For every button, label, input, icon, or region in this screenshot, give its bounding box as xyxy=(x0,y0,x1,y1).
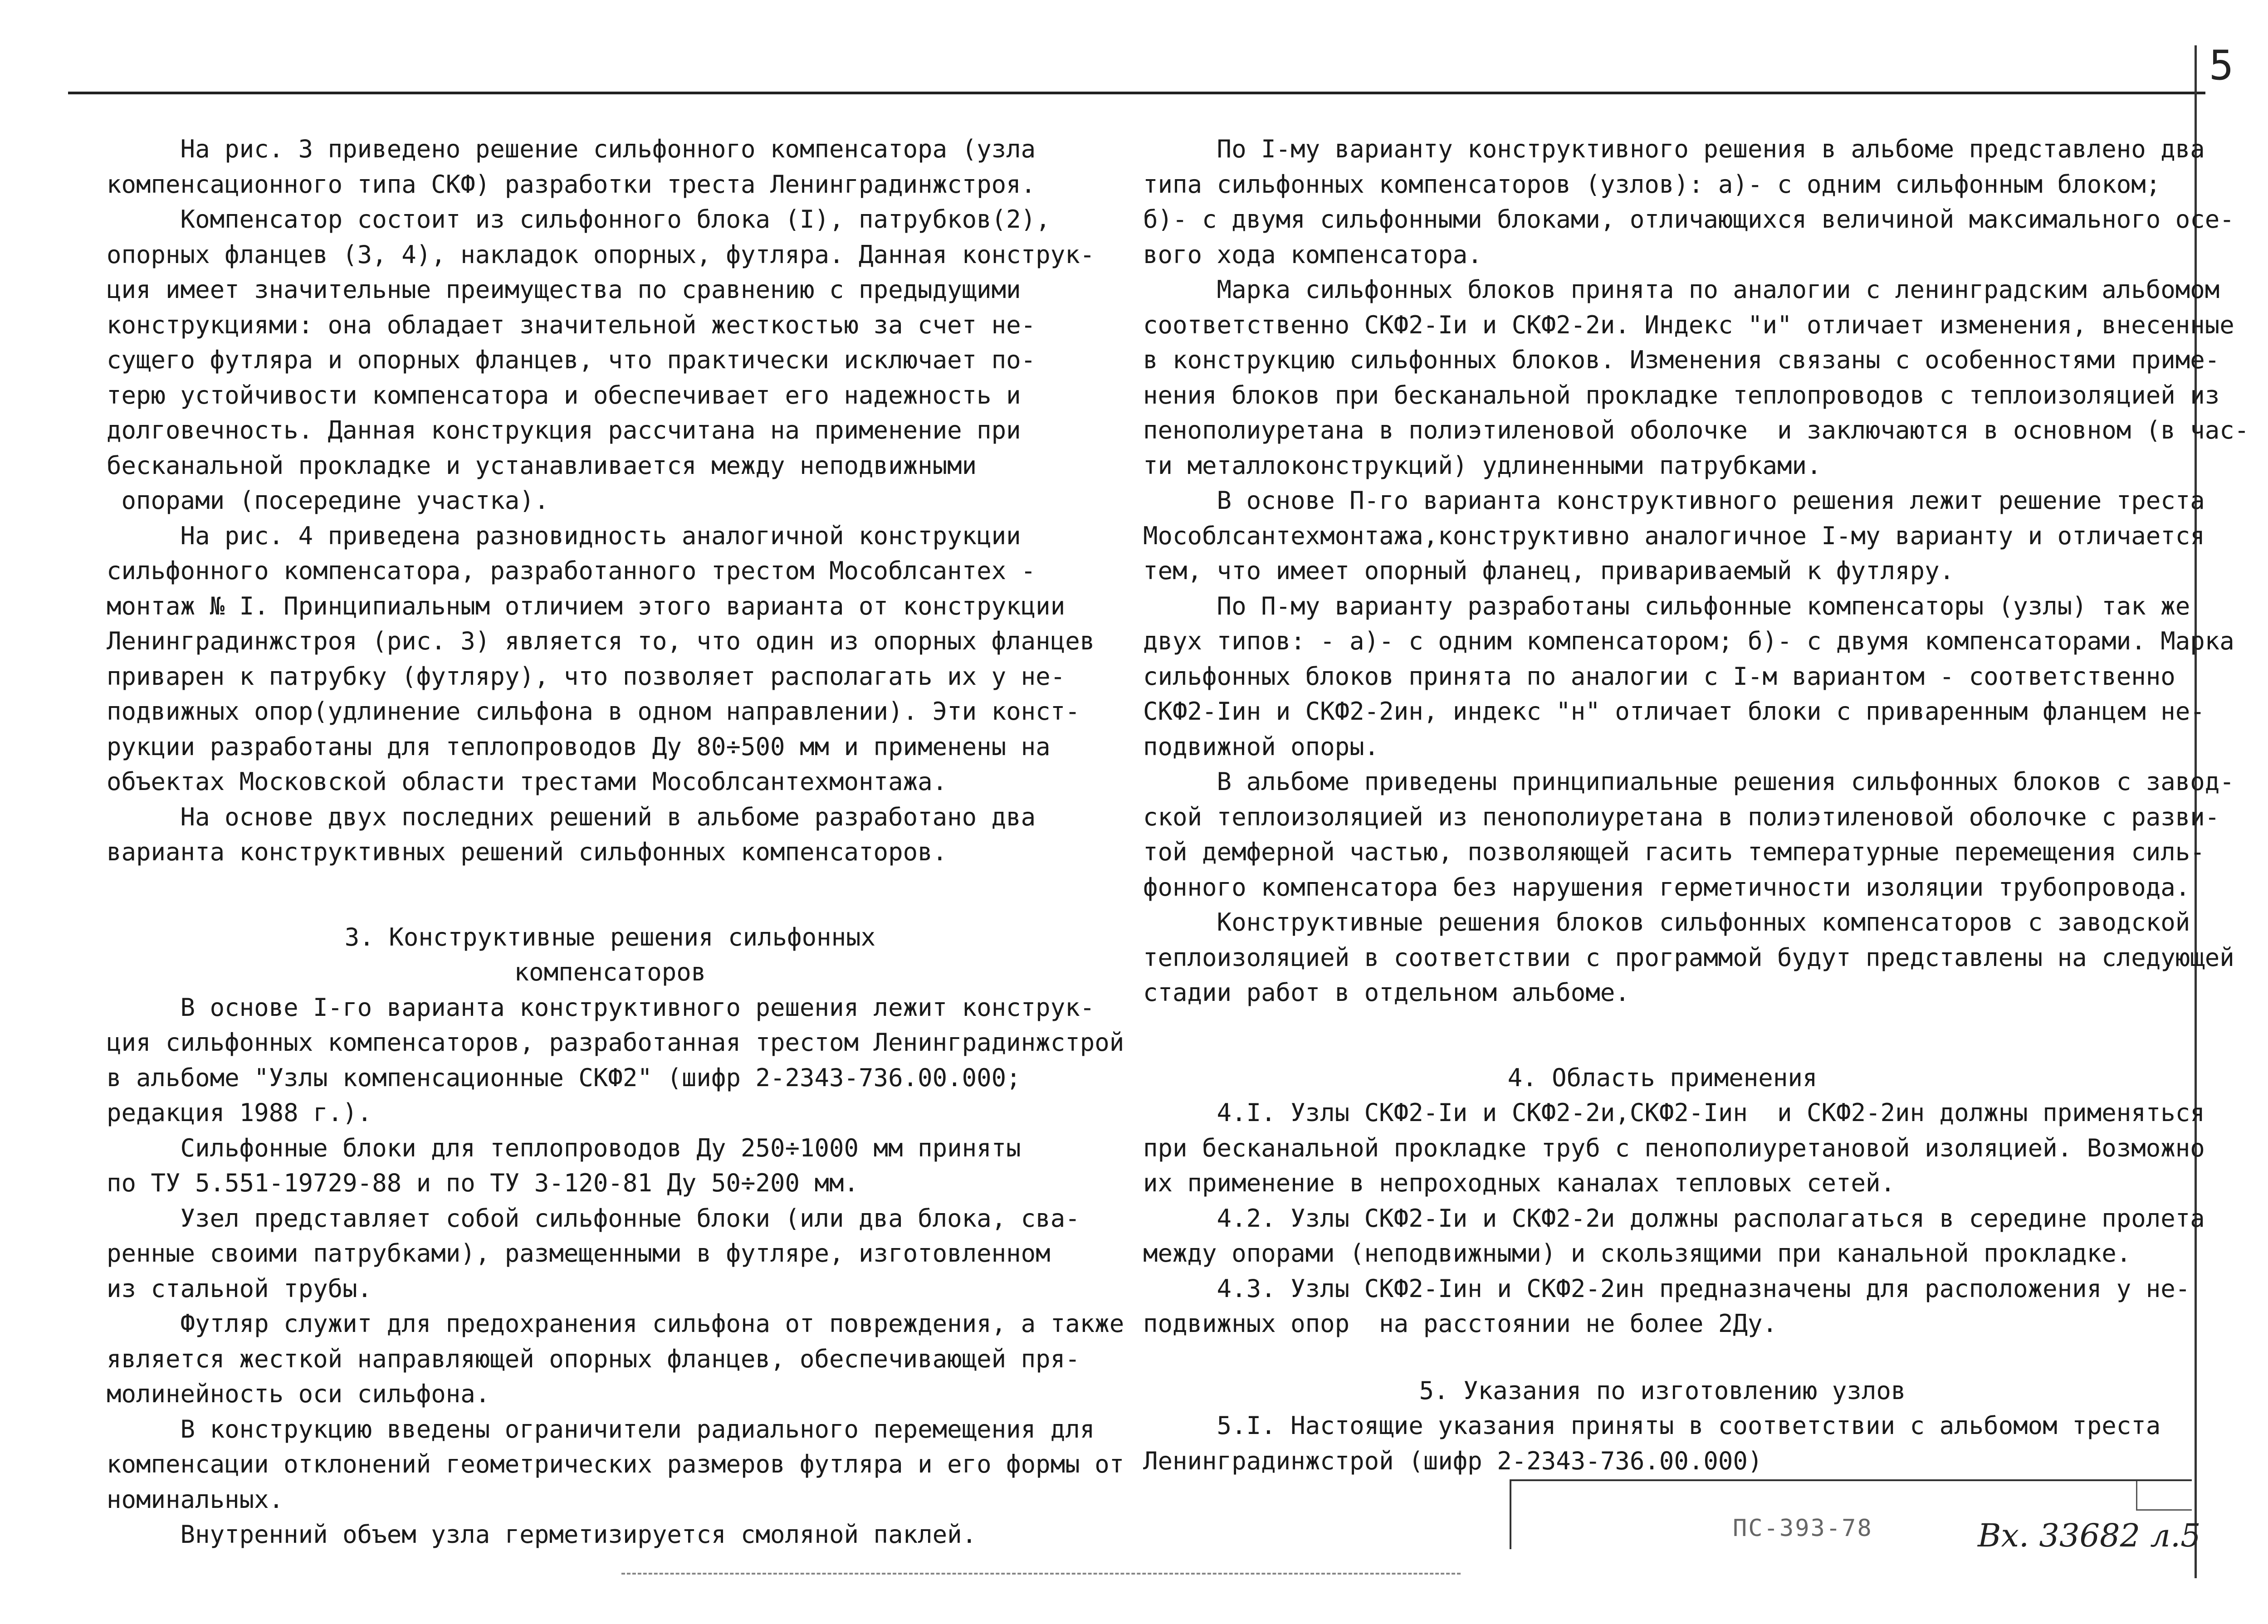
text-line: Мособлсантехмонтажа,конструктивно аналогичное I-му варианту и отличается xyxy=(1143,521,2205,550)
text-line: подвижных опор(удлинение сильфона в одном направлении). Эти конст- xyxy=(107,697,1080,726)
bottom-dashed-rule xyxy=(621,1573,1461,1575)
text-line: Внутренний объем узла герметизируется смоляной паклей. xyxy=(107,1520,977,1549)
title-block-cell xyxy=(2136,1481,2192,1511)
text-line: СКФ2-Iин и СКФ2-2ин, индекс "н" отличает блоки с приваренным фланцем не- xyxy=(1143,697,2205,726)
text-line: По П-му варианту разработаны сильфонные компенсаторы (узлы) так же xyxy=(1143,591,2190,620)
text-line: По I-му варианту конструктивного решения в альбоме представлено два xyxy=(1143,135,2205,163)
page-number: 5 xyxy=(2209,42,2234,89)
text-line: На рис. 3 приведено решение сильфонного компенсатора (узла xyxy=(107,135,1036,163)
text-line: Узел представляет собой сильфонные блоки (или два блока, сва- xyxy=(107,1204,1080,1233)
text-line: в альбоме "Узлы компенсационные СКФ2" (шифр 2-2343-736.00.000; xyxy=(107,1063,1021,1092)
text-line: сильфонного компенсатора, разработанного трестом Мособлсантех - xyxy=(107,556,1036,585)
handwritten-archive-number: Вх. 33682 л.5 xyxy=(1978,1517,2201,1554)
text-line: теплоизоляцией в соответствии с программой будут представлены на следующей xyxy=(1143,943,2234,972)
text-line: опорных фланцев (3, 4), накладок опорных, футляра. Данная конструк- xyxy=(107,240,1095,269)
text-line: их применение в непроходных каналах тепловых сетей. xyxy=(1143,1169,1896,1197)
text-line: Компенсатор состоит из сильфонного блока (I), патрубков(2), xyxy=(107,205,1051,234)
section-spacer xyxy=(107,870,1114,920)
section-heading: 4. Область применения xyxy=(1507,1063,1818,1092)
text-line: Ленинградинжстрой (шифр 2-2343-736.00.000) xyxy=(1143,1446,1763,1475)
text-line: номинальных. xyxy=(107,1485,284,1514)
text-line: варианта конструктивных решений сильфонных компенсаторов. xyxy=(107,838,948,866)
text-line: опорами (посередине участка). xyxy=(107,486,549,515)
text-line: б)- с двумя сильфонными блоками, отличающихся величиной максимального осе- xyxy=(1143,205,2234,234)
text-line: 4.2. Узлы СКФ2-Iи и СКФ2-2и должны располагаться в середине пролета xyxy=(1143,1204,2205,1233)
text-line: Футляр служит для предохранения сильфона от повреждения, а также xyxy=(107,1309,1124,1338)
text-line: Сильфонные блоки для теплопроводов Ду 250÷1000 мм приняты xyxy=(107,1133,1021,1162)
text-line: компенсации отклонений геометрических размеров футляра и его формы от xyxy=(107,1450,1124,1478)
text-line: На рис. 4 приведена разновидность аналогичной конструкции xyxy=(107,521,1021,550)
text-line: 5.I. Настоящие указания приняты в соответствии с альбомом треста xyxy=(1143,1411,2161,1440)
text-line: ция сильфонных компенсаторов, разработанная трестом Ленинградинжстрой xyxy=(107,1028,1124,1057)
text-line: сильфонных блоков принята по аналогии с I-м вариантом - соответственно xyxy=(1143,662,2175,691)
text-line: бесканальной прокладке и устанавливается между неподвижными xyxy=(107,451,977,480)
text-line: ция имеет значительные преимущества по сравнению с предыдущими xyxy=(107,275,1021,304)
top-border-rule xyxy=(68,92,2205,94)
text-line: подвижных опор на расстоянии не более 2Ду. xyxy=(1143,1309,1777,1338)
text-line: той демферной частью, позволяющей гасить температурные перемещения силь- xyxy=(1143,838,2205,866)
text-line: соответственно СКФ2-Iи и СКФ2-2и. Индекс "и" отличает изменения, внесенные xyxy=(1143,310,2234,339)
text-line: стадии работ в отдельном альбоме. xyxy=(1143,978,1630,1007)
text-line: рукции разработаны для теплопроводов Ду 80÷500 мм и применены на xyxy=(107,732,1051,761)
text-line: 4.3. Узлы СКФ2-Iин и СКФ2-2ин предназначены для расположения у не- xyxy=(1143,1274,2190,1303)
text-line: приварен к патрубку (футляру), что позволяет располагать их у не- xyxy=(107,662,1066,691)
left-text-column xyxy=(107,132,1124,1552)
text-line: редакция 1988 г.). xyxy=(107,1098,372,1127)
text-line: сущего футляра и опорных фланцев, что практически исключает по- xyxy=(107,346,1036,374)
text-line: В основе I-го варианта конструктивного решения лежит конструк- xyxy=(107,993,1095,1022)
section-spacer xyxy=(1143,1341,2182,1373)
text-line: долговечность. Данная конструкция рассчитана на применение при xyxy=(107,416,1021,444)
text-line: типа сильфонных компенсаторов (узлов): а)- с одним сильфонным блоком; xyxy=(1143,170,2161,199)
text-line: в конструкцию сильфонных блоков. Изменения связаны с особенностями приме- xyxy=(1143,346,2220,374)
text-line: при бесканальной прокладке труб с пенополиуретановой изоляцией. Возможно xyxy=(1143,1133,2205,1162)
text-line: В конструкцию введены ограничители радиального перемещения для xyxy=(107,1414,1095,1444)
text-line: В альбоме приведены принципиальные решения сильфонных блоков с завод- xyxy=(1143,767,2234,796)
section-heading: 5. Указания по изготовлению узлов xyxy=(1419,1376,1906,1405)
text-line: фонного компенсатора без нарушения герметичности изоляции трубопровода. xyxy=(1143,873,2190,902)
text-line: тем, что имеет опорный фланец, привариваемый к футляру. xyxy=(1143,556,1955,585)
text-line: ской теплоизоляцией из пенополиуретана в полиэтиленовой оболочке с разви- xyxy=(1143,802,2220,831)
text-line: В основе П-го варианта конструктивного решения лежит решение треста xyxy=(1143,486,2205,515)
text-line: двух типов: - а)- с одним компенсатором; б)- с двумя компенсаторами. Марка xyxy=(1143,627,2234,655)
text-line: нения блоков при бесканальной прокладке теплопроводов с теплоизоляцией из xyxy=(1143,380,2220,410)
document-code: ПС-393-78 xyxy=(1733,1515,1873,1542)
text-line: объектах Московской области трестами Мособлсантехмонтажа. xyxy=(107,767,948,796)
text-line: является жесткой направляющей опорных фланцев, обеспечивающей пря- xyxy=(107,1344,1080,1373)
text-line: Ленинградинжстроя (рис. 3) является то, что один из опорных фланцев xyxy=(107,627,1095,655)
text-line: На основе двух последних решений в альбоме разработано два xyxy=(107,802,1036,831)
text-line: монтаж № I. Принципиальным отличием этого варианта от конструкции xyxy=(107,591,1066,620)
text-line: между опорами (неподвижными) и скользящими при канальной прокладке. xyxy=(1143,1239,2131,1268)
text-line: Марка сильфонных блоков принята по аналогии с ленинградским альбомом xyxy=(1143,275,2220,304)
text-line: ти металлоконструкций) удлиненными патрубками. xyxy=(1143,451,1822,480)
text-line: конструкциями: она обладает значительной жесткостью за счет не- xyxy=(107,310,1036,339)
section-spacer xyxy=(1143,1010,2182,1060)
text-line: Конструктивные решения блоков сильфонных компенсаторов с заводской xyxy=(1143,908,2190,936)
text-line: вого хода компенсатора. xyxy=(1143,240,1482,269)
text-line: пенополиуретана в полиэтиленовой оболочке и заключаются в основном (в час- xyxy=(1143,416,2249,444)
text-line: терю устойчивости компенсатора и обеспечивает его надежность и xyxy=(107,380,1021,410)
right-text-column xyxy=(1143,132,2249,1478)
text-line: 4.I. Узлы СКФ2-Iи и СКФ2-2и,СКФ2-Iин и СКФ2-2ин должны применяться xyxy=(1143,1098,2205,1127)
section-heading: компенсаторов xyxy=(514,958,706,986)
text-line: молинейность оси сильфона. xyxy=(107,1380,490,1408)
text-line: по ТУ 5.551-19729-88 и по ТУ 3-120-81 Ду 50÷200 мм. xyxy=(107,1169,859,1197)
text-line: ренные своими патрубками), размещенными в футляре, изготовленном xyxy=(107,1239,1051,1268)
section-heading: 3. Конструктивные решения сильфонных xyxy=(344,922,876,951)
text-line: компенсационного типа СКФ) разработки треста Ленинградинжстроя. xyxy=(107,170,1036,199)
text-line: из стальной трубы. xyxy=(107,1274,372,1303)
text-line: подвижной опоры. xyxy=(1143,732,1379,761)
